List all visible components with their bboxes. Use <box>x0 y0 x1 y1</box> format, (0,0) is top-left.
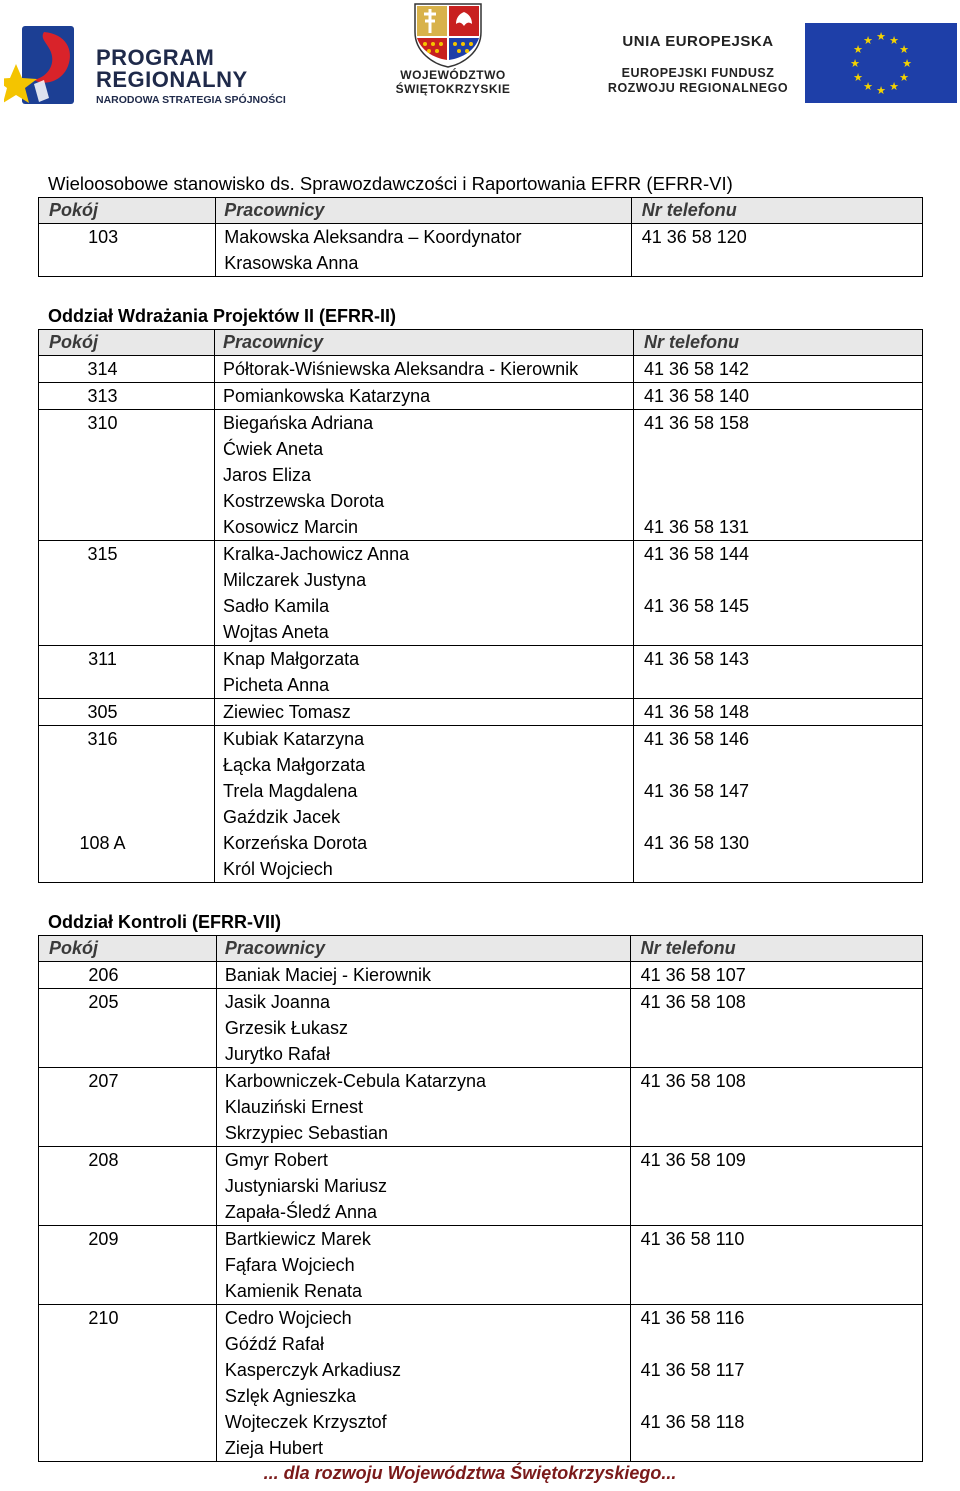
room-cell <box>39 1068 217 1147</box>
staff-name: Ćwiek Aneta <box>223 439 324 459</box>
footer-slogan <box>0 1463 900 1484</box>
table-row <box>39 383 923 410</box>
phone-number <box>644 856 922 882</box>
directory-content <box>38 171 923 1488</box>
staff-name: Góźdź Rafał <box>224 1334 324 1354</box>
staff-name: Picheta Anna <box>223 675 330 695</box>
room-cell <box>39 410 215 541</box>
room-number: 305 <box>87 702 118 722</box>
section-title: Wieloosobowe stanowisko ds. Sprawozdawczości i Raportowania EFRR (EFRR-VI) <box>48 173 733 194</box>
phone-number <box>641 1173 922 1199</box>
table-header-row <box>39 198 923 224</box>
header-room: Pokój <box>39 936 217 962</box>
header-phone: Nr telefonu <box>633 330 922 356</box>
phone-cell <box>630 962 922 989</box>
staff-cell <box>216 962 630 989</box>
phone-number <box>641 1278 922 1304</box>
room-cell <box>39 646 215 699</box>
phone-number: 41 36 58 158 <box>643 413 750 433</box>
svg-text:★: ★ <box>863 80 873 93</box>
room-number: 207 <box>88 1071 119 1091</box>
header-staff: Pracownicy <box>216 198 631 224</box>
table-row <box>39 646 923 699</box>
phone-number <box>641 1041 922 1067</box>
coat-of-arms-icon <box>413 2 483 68</box>
staff-name: Trela Magdalena <box>223 781 358 801</box>
room-number: 205 <box>88 992 119 1012</box>
table-row <box>39 356 923 383</box>
staff-name: Fąfara Wojciech <box>224 1255 355 1275</box>
phone-number <box>644 436 922 462</box>
room-cell <box>39 383 215 410</box>
program-line3: NARODOWA STRATEGIA SPÓJNOŚCI <box>96 94 286 106</box>
staff-cell <box>216 1305 630 1462</box>
staff-name: Krasowska Anna <box>224 253 359 273</box>
phone-number: 41 36 58 117 <box>640 1360 745 1380</box>
staff-name: Grzesik Łukasz <box>224 1018 348 1038</box>
phone-number: 41 36 58 131 <box>643 517 750 537</box>
eu-line2: EUROPEJSKI FUNDUSZ <box>621 66 775 80</box>
section <box>38 171 923 277</box>
staff-name: Szlęk Agnieszka <box>224 1386 356 1406</box>
staff-name: Baniak Maciej - Kierownik <box>224 965 431 985</box>
phone-number: 41 36 58 110 <box>640 1229 745 1249</box>
phone-cell <box>630 1147 922 1226</box>
room-cell <box>39 356 215 383</box>
staff-name: Król Wojciech <box>223 859 333 879</box>
staff-name: Zapała-Śledź Anna <box>224 1202 378 1222</box>
staff-name: Wojteczek Krzysztof <box>224 1412 387 1432</box>
header-staff: Pracownicy <box>216 936 630 962</box>
table-header-row <box>39 936 923 962</box>
staff-cell <box>215 410 634 541</box>
header-phone: Nr telefonu <box>631 198 922 224</box>
header-room: Pokój <box>39 198 216 224</box>
phone-number: 41 36 58 144 <box>643 544 750 564</box>
room-cell <box>39 1226 217 1305</box>
phone-cell <box>630 1068 922 1147</box>
phone-number: 41 36 58 147 <box>643 781 750 801</box>
svg-text:★: ★ <box>850 57 860 70</box>
svg-text:★: ★ <box>853 71 863 84</box>
staff-name: Sadło Kamila <box>223 596 330 616</box>
svg-text:★: ★ <box>863 34 873 47</box>
staff-name: Gmyr Robert <box>224 1150 328 1170</box>
room-cell <box>39 726 215 831</box>
section-title: Oddział Kontroli (EFRR-VII) <box>48 912 281 932</box>
phone-cell <box>633 646 922 699</box>
staff-name: Skrzypiec Sebastian <box>224 1123 388 1143</box>
phone-number: 41 36 58 116 <box>640 1308 745 1328</box>
staff-name: Kostrzewska Dorota <box>223 491 385 511</box>
phone-number: 41 36 58 143 <box>643 649 750 669</box>
room-number: 313 <box>87 386 118 406</box>
staff-name: Milczarek Justyna <box>223 570 367 590</box>
phone-number: 41 36 58 107 <box>640 965 746 985</box>
phone-number: 41 36 58 140 <box>643 386 750 406</box>
staff-name: Jurytko Rafał <box>224 1044 330 1064</box>
staff-cell <box>215 646 634 699</box>
staff-name: Gaździk Jacek <box>223 807 341 827</box>
svg-text:★: ★ <box>902 57 912 70</box>
staff-cell <box>215 356 634 383</box>
phone-number <box>641 1383 922 1409</box>
table-row <box>39 1068 923 1147</box>
svg-text:★: ★ <box>899 43 909 56</box>
phone-cell <box>633 541 922 646</box>
room-number: 209 <box>88 1229 119 1249</box>
program-line1: PROGRAM <box>96 45 215 70</box>
program-regionalny-wordmark <box>96 47 346 107</box>
staff-cell <box>215 699 634 726</box>
phone-number <box>644 672 922 698</box>
phone-number: 41 36 58 145 <box>643 596 750 616</box>
phone-number: 41 36 58 108 <box>640 1071 746 1091</box>
staff-cell <box>216 1147 630 1226</box>
staff-cell <box>216 989 630 1068</box>
staff-table <box>38 197 923 277</box>
room-cell <box>39 541 215 646</box>
region-line1: WOJEWÓDZTWO <box>400 68 506 82</box>
staff-name: Kamienik Renata <box>224 1281 362 1301</box>
phone-number <box>642 250 922 276</box>
phone-cell <box>633 356 922 383</box>
staff-name: Knap Małgorzata <box>223 649 360 669</box>
room-cell <box>39 224 216 277</box>
region-line2: ŚWIĘTOKRZYSKIE <box>395 82 511 96</box>
eu-flag-icon <box>805 23 957 103</box>
phone-number <box>641 1094 922 1120</box>
room-number: 315 <box>87 544 118 564</box>
phone-number: 41 36 58 109 <box>640 1150 746 1170</box>
staff-name: Łącka Małgorzata <box>223 755 366 775</box>
section <box>38 909 923 1462</box>
phone-cell <box>633 830 922 883</box>
phone-number <box>644 804 922 830</box>
table-row <box>39 1226 923 1305</box>
staff-cell <box>215 541 634 646</box>
phone-cell <box>633 726 922 831</box>
region-wordmark <box>388 68 518 96</box>
header-phone: Nr telefonu <box>630 936 922 962</box>
table-row <box>39 830 923 883</box>
phone-number <box>644 488 922 514</box>
staff-cell <box>215 830 634 883</box>
staff-name: Jaros Eliza <box>223 465 312 485</box>
svg-text:★: ★ <box>876 30 886 43</box>
staff-name: Cedro Wojciech <box>224 1308 352 1328</box>
staff-cell <box>216 1068 630 1147</box>
room-cell <box>39 1147 217 1226</box>
svg-text:★: ★ <box>889 34 899 47</box>
room-number: 316 <box>87 729 118 749</box>
phone-cell <box>633 410 922 541</box>
table-row <box>39 989 923 1068</box>
logo-header <box>0 0 960 110</box>
table-row <box>39 726 923 831</box>
room-cell <box>39 962 217 989</box>
staff-name: Półtorak-Wiśniewska Aleksandra - Kierownik <box>223 359 579 379</box>
staff-cell <box>216 1226 630 1305</box>
footer-text: ... dla rozwoju Województwa Świętokrzyskiego... <box>263 1463 677 1483</box>
svg-text:★: ★ <box>876 84 886 97</box>
phone-number <box>641 1120 922 1146</box>
phone-number: 41 36 58 130 <box>643 833 750 853</box>
staff-name: Pomiankowska Katarzyna <box>223 386 431 406</box>
table-header-row <box>39 330 923 356</box>
room-cell <box>39 699 215 726</box>
room-number: 310 <box>87 413 118 433</box>
room-number: 210 <box>88 1308 119 1328</box>
room-cell <box>39 830 215 883</box>
phone-cell <box>631 224 922 277</box>
phone-number <box>641 1015 922 1041</box>
svg-text:★: ★ <box>899 71 909 84</box>
table-row <box>39 962 923 989</box>
phone-number <box>641 1435 922 1461</box>
phone-number: 41 36 58 120 <box>641 227 747 247</box>
staff-name: Klauziński Ernest <box>224 1097 363 1117</box>
staff-name: Zieja Hubert <box>224 1438 323 1458</box>
staff-cell <box>215 726 634 831</box>
phone-number <box>641 1199 922 1225</box>
phone-number <box>641 1331 922 1357</box>
table-row <box>39 224 923 277</box>
staff-table <box>38 329 923 883</box>
phone-number: 41 36 58 118 <box>640 1412 745 1432</box>
eu-line1: UNIA EUROPEJSKA <box>622 33 774 50</box>
eu-line3: ROZWOJU REGIONALNEGO <box>607 81 789 95</box>
staff-name: Kralka-Jachowicz Anna <box>223 544 410 564</box>
staff-cell <box>216 224 631 277</box>
staff-name: Biegańska Adriana <box>223 413 374 433</box>
staff-name: Justyniarski Mariusz <box>224 1176 387 1196</box>
header-room: Pokój <box>39 330 215 356</box>
phone-number: 41 36 58 148 <box>643 702 750 722</box>
program-regionalny-logo-icon <box>4 24 96 108</box>
section-title: Oddział Wdrażania Projektów II (EFRR-II) <box>48 306 397 326</box>
table-row <box>39 699 923 726</box>
phone-cell <box>630 1226 922 1305</box>
eu-wordmark <box>598 33 798 96</box>
room-number: 314 <box>87 359 118 379</box>
phone-cell <box>633 383 922 410</box>
staff-name: Kubiak Katarzyna <box>223 729 365 749</box>
staff-name: Makowska Aleksandra – Koordynator <box>224 227 522 247</box>
phone-cell <box>633 699 922 726</box>
phone-number <box>641 1252 922 1278</box>
room-number: 311 <box>88 649 117 669</box>
phone-number: 41 36 58 142 <box>643 359 750 379</box>
staff-name: Ziewiec Tomasz <box>223 702 351 722</box>
room-cell <box>39 989 217 1068</box>
staff-name: Bartkiewicz Marek <box>224 1229 371 1249</box>
phone-number <box>644 462 922 488</box>
svg-text:★: ★ <box>853 43 863 56</box>
table-row <box>39 541 923 646</box>
room-number: 208 <box>88 1150 119 1170</box>
staff-name: Kasperczyk Arkadiusz <box>224 1360 401 1380</box>
room-number: 108 A <box>79 833 126 853</box>
staff-name: Wojtas Aneta <box>223 622 329 642</box>
table-row <box>39 410 923 541</box>
phone-number: 41 36 58 146 <box>643 729 750 749</box>
table-row <box>39 1305 923 1462</box>
svg-text:★: ★ <box>889 80 899 93</box>
room-number: 206 <box>88 965 119 985</box>
phone-number <box>644 619 922 645</box>
section <box>38 303 923 883</box>
table-row <box>39 1147 923 1226</box>
phone-number: 41 36 58 108 <box>640 992 746 1012</box>
header-staff: Pracownicy <box>215 330 634 356</box>
room-cell <box>39 1305 217 1462</box>
room-number: 103 <box>88 227 119 247</box>
phone-number <box>644 752 922 778</box>
staff-name: Jasik Joanna <box>224 992 330 1012</box>
phone-number <box>644 567 922 593</box>
staff-name: Korzeńska Dorota <box>223 833 368 853</box>
staff-name: Karbowniczek-Cebula Katarzyna <box>224 1071 487 1091</box>
staff-cell <box>215 383 634 410</box>
phone-cell <box>630 1305 922 1462</box>
staff-name: Kosowicz Marcin <box>223 517 359 537</box>
program-line2: REGIONALNY <box>96 67 248 92</box>
staff-table <box>38 935 923 1462</box>
phone-cell <box>630 989 922 1068</box>
